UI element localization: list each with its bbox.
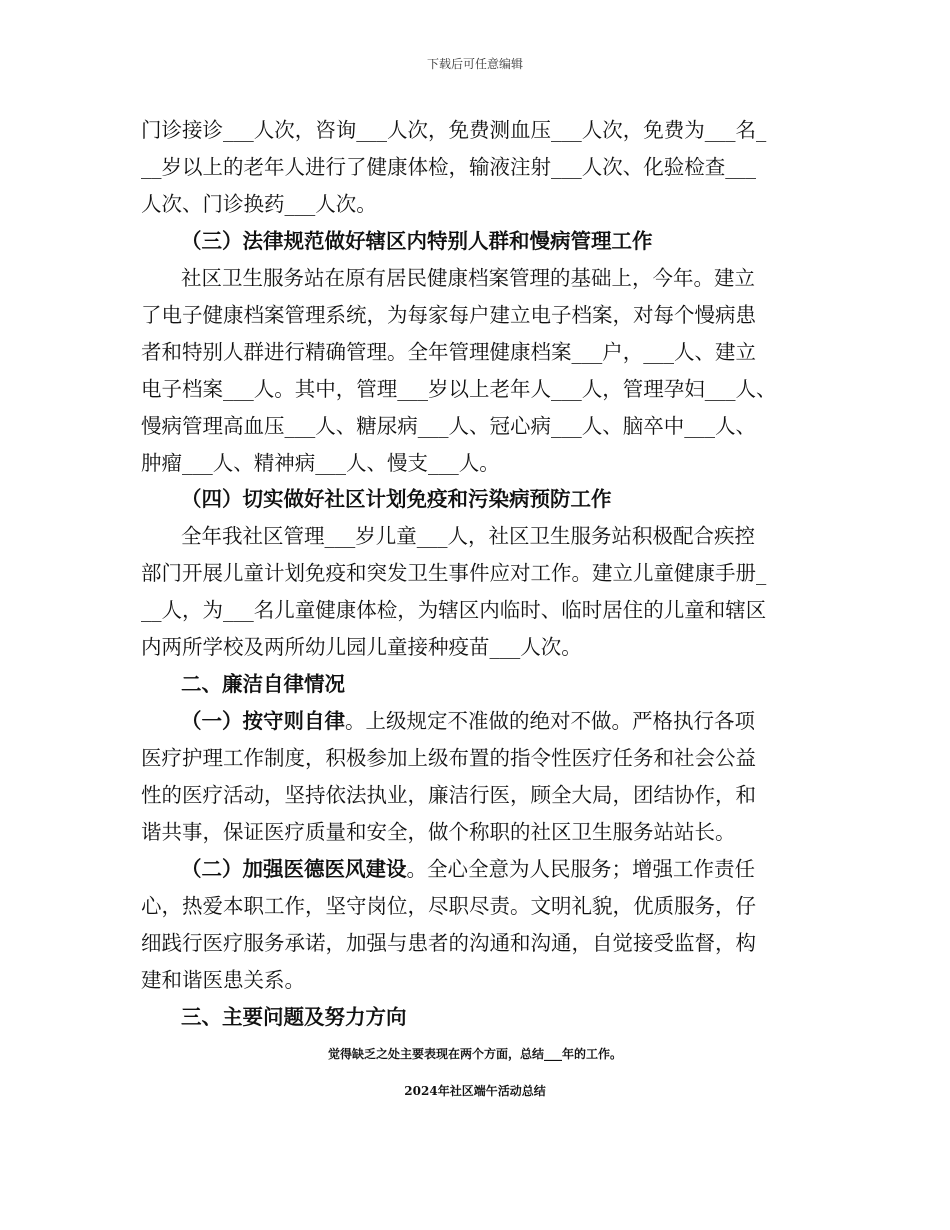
subsection-heading: （一）按守则自律 — [181, 709, 345, 733]
body-line: 门诊接诊___人次，咨询___人次，免费测血压___人次，免费为___名_ — [141, 118, 767, 142]
body-line: 性的医疗活动，坚持依法执业，廉洁行医，顾全大局，团结协作，和 — [141, 783, 756, 807]
body-line — [181, 854, 755, 884]
next-document-title: 2024年社区端午活动总结 — [404, 1084, 546, 1098]
body-line: 细践行医疗服务承诺，加强与患者的沟通和沟通，自觉接受监督，构 — [141, 931, 756, 955]
body-line: 医疗护理工作制度，积极参加上级布置的指令性医疗任务和社会公益 — [141, 746, 756, 770]
section-heading: 三、主要问题及努力方向 — [181, 1005, 407, 1029]
body-text: 。上级规定不准做的绝对不做。严格执行各项 — [345, 709, 755, 733]
subsection-heading: （二）加强医德医风建设 — [181, 857, 407, 881]
body-line: __岁以上的老年人进行了健康体检，输液注射___人次、化验检查___ — [141, 155, 756, 179]
body-line: 心，热爱本职工作，坚守岗位，尽职尽责。文明礼貌，优质服务，仔 — [141, 894, 756, 918]
body-line: 内两所学校及两所幼儿园儿童接种疫苗___人次。 — [141, 635, 582, 659]
page-header: 下载后可任意编辑 — [426, 57, 523, 71]
body-line: 肿瘤___人、精神病___人、慢支___人。 — [141, 451, 500, 475]
body-line: __人，为___名儿童健康体检，为辖区内临时、临时居住的儿童和辖区 — [141, 598, 767, 622]
body-line: 电子档案___人。其中，管理___岁以上老年人___人，管理孕妇___人、 — [141, 377, 777, 401]
body-line: 者和特别人群进行精确管理。全年管理健康档案___户，___人、建立 — [141, 340, 756, 364]
section-heading: 二、廉洁自律情况 — [181, 672, 345, 696]
body-line: 全年我社区管理___岁儿童___人，社区卫生服务站积极配合疾控 — [181, 524, 755, 548]
body-line — [181, 706, 755, 736]
body-line: 社区卫生服务站在原有居民健康档案管理的基础上，今年。建立 — [181, 266, 755, 290]
section-heading: （四）切实做好社区计划免疫和污染病预防工作 — [181, 487, 612, 511]
body-line: 建和谐医患关系。 — [141, 968, 305, 992]
body-line: 谐共事，保证医疗质量和安全，做个称职的社区卫生服务站站长。 — [141, 820, 736, 844]
body-line: 了电子健康档案管理系统，为每家每户建立电子档案，对每个慢病患 — [141, 303, 756, 327]
body-line: 慢病管理高血压___人、糖尿病___人、冠心病___人、脑卒中___人、 — [141, 414, 756, 438]
body-text: 。全心全意为人民服务；增强工作责任 — [406, 857, 755, 881]
body-line: 人次、门诊换药___人次。 — [141, 192, 377, 216]
section-heading: （三）法律规范做好辖区内特别人群和慢病管理工作 — [181, 229, 653, 253]
body-line: 部门开展儿童计划免疫和突发卫生事件应对工作。建立儿童健康手册_ — [141, 561, 767, 585]
summary-line: 觉得缺乏之处主要表现在两个方面，总结___年的工作。 — [327, 1047, 622, 1061]
